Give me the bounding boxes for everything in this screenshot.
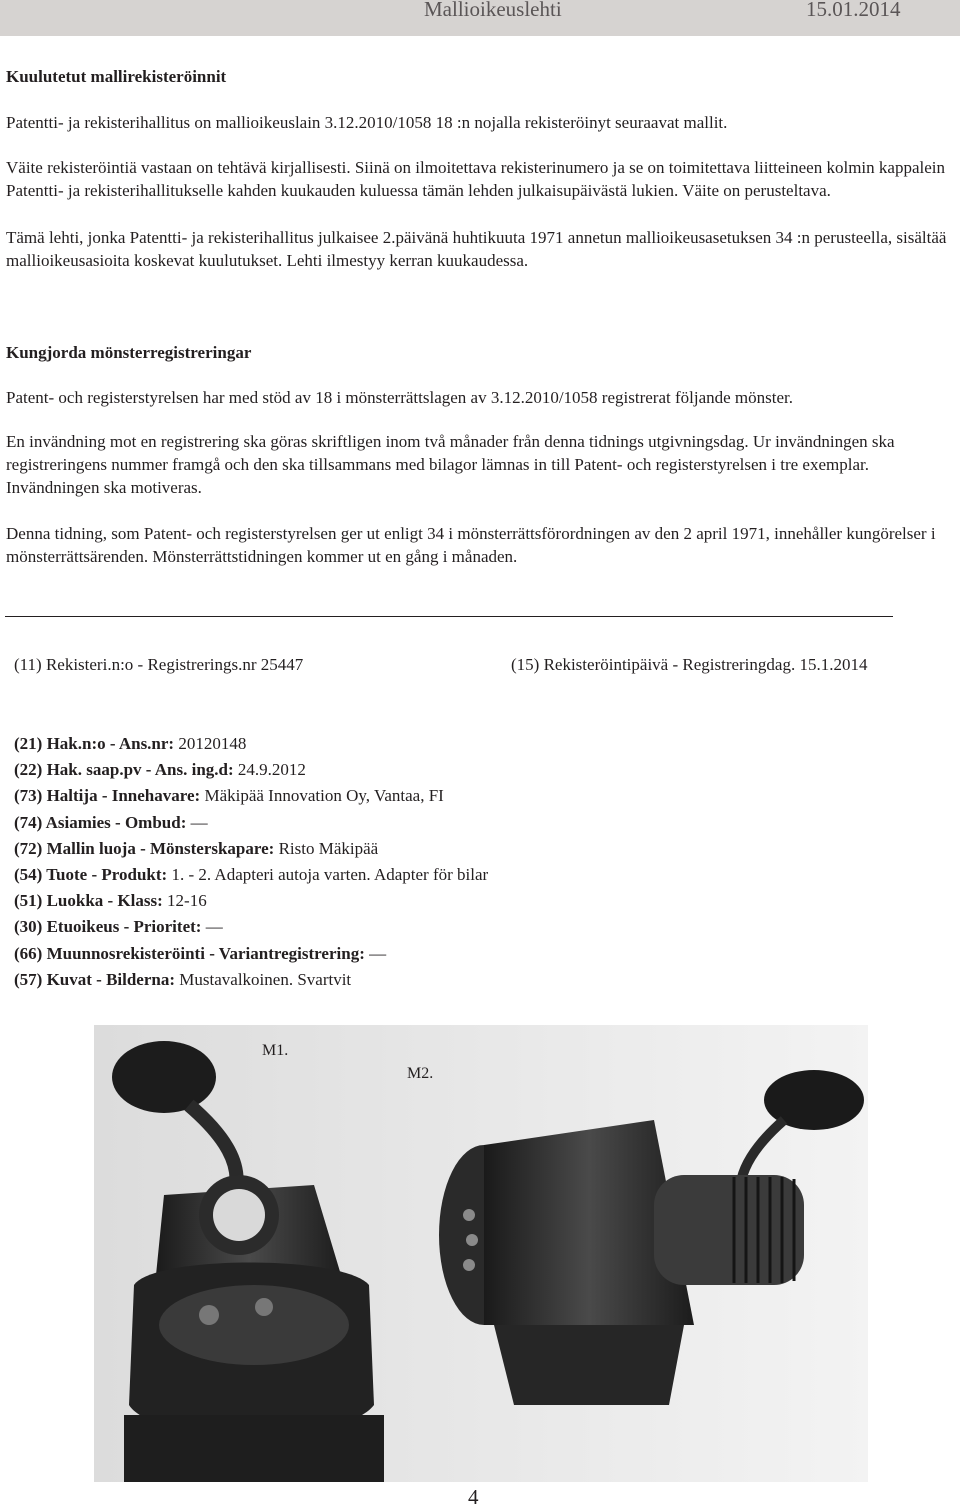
m1-cap	[112, 1041, 216, 1113]
field-value: —	[364, 943, 387, 963]
fi-heading: Kuulutetut mallirekisteröinnit	[6, 67, 227, 86]
field-label: (22) Hak. saap.pv - Ans. ing.d:	[14, 760, 234, 780]
registration-date: (15) Rekisteröintipäivä - Registreringdag. 15.1.2014	[511, 655, 868, 674]
sv-paragraph-3: Denna tidning, som Patent- och registerstyrelsen ger ut enligt 34 i mönsterrättsförordningen av den 2 april 1971, innehåller kungörelser i mönsterrättsärenden. Mönsterrättstidningen kommer ut en gång i månaden.	[6, 524, 936, 566]
field-label: (21) Hak.n:o - Ans.nr:	[14, 734, 175, 753]
field-value: Mustavalkoinen. Svartvit	[175, 969, 352, 989]
m1-pin	[255, 1298, 273, 1316]
field-label: (57) Kuvat - Bilderna:	[14, 969, 176, 989]
field-value: Risto Mäkipää	[274, 838, 379, 858]
m2-pin	[463, 1259, 475, 1271]
field-value: —	[186, 812, 208, 832]
registration-number: (11) Rekisteri.n:o - Registrerings.nr 25447	[14, 655, 304, 674]
page-number: 4	[468, 1485, 479, 1509]
field-label: (72) Mallin luoja - Mönsterskapare:	[14, 838, 275, 858]
field-row	[14, 862, 488, 888]
field-row	[14, 731, 488, 757]
field-label: (30) Etuoikeus - Prioritet:	[14, 917, 202, 937]
figure-label-m1: M1.	[262, 1042, 289, 1059]
field-value: —	[201, 917, 223, 937]
field-value: 24.9.2012	[233, 760, 306, 780]
field-row	[14, 967, 488, 993]
m1-base-top	[159, 1285, 349, 1365]
field-label: (51) Luokka - Klass:	[14, 891, 163, 911]
page-header	[0, 0, 960, 36]
m1-foot	[124, 1415, 384, 1482]
field-label: (73) Haltija - Innehavare:	[14, 786, 201, 806]
field-value: 12-16	[162, 891, 207, 911]
field-row	[14, 941, 488, 967]
field-row	[14, 783, 488, 809]
field-value: 1. - 2. Adapteri autoja varten. Adapter för bilar	[167, 865, 489, 885]
m1-pin	[199, 1305, 219, 1325]
fi-paragraph-2: Väite rekisteröintiä vastaan on tehtävä kirjallisesti. Siinä on ilmoitettava rekisterinumero ja se on toimitettava liitteineen kolmin kappalein Patentti- ja rekisterihallitukselle kahden kuukauden kuluessa tämän lehden julkaisupäivästä lukien. Väite on perusteltava.	[6, 158, 945, 200]
field-label: (74) Asiamies - Ombud:	[14, 812, 187, 832]
sv-paragraph-2: En invändning mot en registrering ska göras skriftligen inom två månader från denna tidnings utgivningsdag. Ur invändningen ska registreringens nummer framgå och den ska tillsammans med bilagor lämnas in till Patent- och registerstyrelsen i tre exemplar. Invändningen ska motiveras.	[6, 432, 895, 497]
adapter-photo-illustration	[94, 1025, 868, 1482]
m1-socket-opening	[213, 1189, 265, 1241]
m2-lower-housing	[494, 1325, 684, 1405]
field-row	[14, 757, 488, 783]
sv-paragraph-1: Patent- och registerstyrelsen har med stöd av 18 i mönsterrättslagen av 3.12.2010/1058 registrerat följande mönster.	[6, 388, 793, 407]
field-row	[14, 914, 488, 940]
sv-heading: Kungjorda mönsterregistreringar	[6, 343, 252, 362]
field-row	[14, 810, 488, 836]
m2-pin	[466, 1234, 478, 1246]
fi-paragraph-1: Patentti- ja rekisterihallitus on mallioikeuslain 3.12.2010/1058 18 :n nojalla rekisteröinyt seuraavat mallit.	[6, 113, 728, 132]
fi-paragraph-3: Tämä lehti, jonka Patentti- ja rekisterihallitus julkaisee 2.päivänä huhtikuuta 1971 annetun mallioikeusasetuksen 34 :n perusteella, sisältää mallioikeusasioita koskevat kuulutukset. Lehti ilmestyy kerran kuukaudessa.	[6, 228, 947, 270]
design-photo	[94, 1025, 868, 1482]
field-row	[14, 836, 488, 862]
field-value: 20120148	[174, 734, 247, 753]
m2-pin	[463, 1209, 475, 1221]
section-divider	[5, 616, 893, 617]
field-label: (66) Muunnosrekisteröinti - Variantregistrering:	[14, 943, 365, 963]
design-fields	[14, 731, 488, 993]
field-row	[14, 888, 488, 914]
publication-title: Mallioikeuslehti	[424, 0, 562, 21]
field-value: Mäkipää Innovation Oy, Vantaa, FI	[200, 786, 444, 806]
publication-date: 15.01.2014	[806, 0, 901, 21]
field-label: (54) Tuote - Produkt:	[14, 865, 168, 885]
figure-label-m2: M2.	[407, 1065, 434, 1082]
